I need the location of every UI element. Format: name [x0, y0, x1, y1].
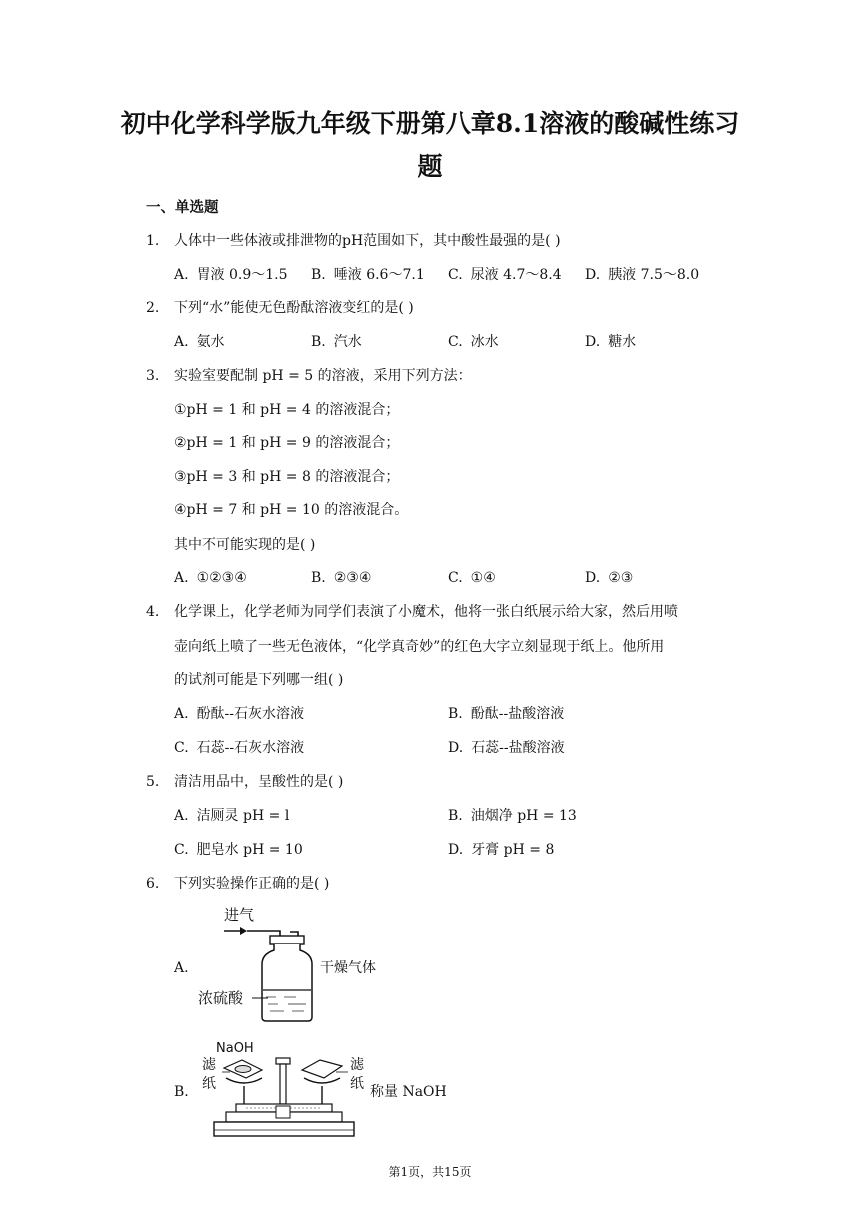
question-1-number: 1.: [146, 233, 160, 249]
q2-option-b: [311, 332, 362, 352]
question-3-stem: 实验室要配制 pH = 5 的溶液，采用下列方法：: [174, 368, 472, 384]
option-label: B.: [311, 334, 326, 350]
question-6-stem: 下列实验操作正确的是( ): [174, 876, 330, 892]
option-text: 胰液 7.5～8.0: [608, 267, 700, 283]
option-text: 冰水: [470, 334, 499, 350]
q4-option-a: [174, 704, 304, 724]
option-label: B.: [311, 267, 326, 283]
q6-option-b-label: B.: [174, 1084, 189, 1100]
option-label: B.: [448, 706, 463, 722]
option-label: D.: [585, 334, 601, 350]
option-label: A.: [174, 808, 189, 824]
question-3-number: 3.: [146, 368, 160, 384]
question-2-stem: 下列“水”能使无色酚酞溶液变红的是( ): [174, 300, 414, 316]
figure-paper-right-1: 滤: [350, 1057, 364, 1073]
question-5-number: 5.: [146, 774, 160, 790]
question-3-method-1: ①pH = 1 和 pH = 4 的溶液混合；: [174, 402, 400, 418]
q1-option-d: [585, 265, 699, 285]
option-text: 牙膏 pH = 8: [471, 842, 555, 858]
doc-title-line1: 初中化学科学版九年级下册第八章8.1溶液的酸碱性练习: [120, 109, 740, 138]
option-label: A.: [174, 334, 189, 350]
option-label: A.: [174, 570, 189, 586]
option-label: C.: [448, 267, 463, 283]
option-text: 尿液 4.7～8.4: [470, 267, 562, 283]
question-4-stem-line1: 化学课上，化学老师为同学们表演了小魔术，他将一张白纸展示给大家，然后用喷: [174, 604, 678, 620]
option-label: D.: [585, 570, 601, 586]
option-text: 肥皂水 pH = 10: [196, 842, 303, 858]
option-text: 汽水: [333, 334, 362, 350]
figure-naoh-label: NaOH: [216, 1041, 254, 1056]
option-text: ①④: [470, 570, 496, 586]
balance-scale-figure: [196, 1036, 368, 1144]
page-footer: 第1页，共15页: [388, 1165, 472, 1179]
question-3-method-2: ②pH = 1 和 pH = 9 的溶液混合；: [174, 435, 400, 451]
question-4-number: 4.: [146, 604, 160, 620]
q4-option-b: [448, 704, 564, 724]
option-text: 石蕊--石灰水溶液: [196, 740, 305, 756]
option-label: D.: [585, 267, 601, 283]
option-text: 氨水: [196, 334, 225, 350]
gas-washing-bottle-figure: [196, 902, 326, 1027]
option-text: 唾液 6.6～7.1: [333, 267, 425, 283]
q3-option-a: [174, 568, 247, 588]
question-3-ask: 其中不可能实现的是( ): [174, 537, 316, 553]
question-3-method-3: ③pH = 3 和 pH = 8 的溶液混合；: [174, 469, 400, 485]
option-label: C.: [174, 842, 189, 858]
q5-option-a: [174, 806, 289, 826]
figure-acid-label: 浓硫酸: [198, 989, 244, 1007]
option-label: C.: [448, 570, 463, 586]
option-label: A.: [174, 706, 189, 722]
q5-option-c: [174, 840, 303, 860]
question-2-number: 2.: [146, 300, 160, 316]
figure-paper-left-1: 滤: [202, 1057, 216, 1073]
q1-option-c: [448, 265, 562, 285]
option-label: C.: [448, 334, 463, 350]
question-4-stem-line2: 壶向纸上喷了一些无色液体，“化学真奇妙”的红色大字立刻显现于纸上。他所用: [174, 639, 665, 655]
q2-option-d: [585, 332, 636, 352]
q2-option-c: [448, 332, 499, 352]
question-1-stem: 人体中一些体液或排泄物的pH范围如下，其中酸性最强的是( ): [174, 233, 561, 249]
q3-option-d: [585, 568, 633, 588]
q3-option-c: [448, 568, 496, 588]
option-text: ②③④: [333, 570, 372, 586]
option-text: 油烟净 pH = 13: [470, 808, 577, 824]
option-text: ②③: [608, 570, 634, 586]
option-text: 酚酞--石灰水溶液: [196, 706, 305, 722]
question-4-stem-line3: 的试剂可能是下列哪一组( ): [174, 672, 344, 688]
q1-option-a: [174, 265, 288, 285]
option-label: D.: [448, 740, 464, 756]
option-text: 石蕊--盐酸溶液: [471, 740, 565, 756]
option-text: 糖水: [608, 334, 637, 350]
figure-paper-left-2: 纸: [202, 1076, 216, 1092]
q5-option-d: [448, 840, 554, 860]
figure-inlet-label: 进气: [224, 906, 255, 924]
section-heading: 一、单选题: [146, 199, 219, 216]
q6-option-a-label: A.: [174, 960, 189, 976]
q4-option-c: [174, 738, 304, 758]
option-label: C.: [174, 740, 189, 756]
q1-option-b: [311, 265, 425, 285]
q3-option-b: [311, 568, 371, 588]
option-text: 洁厕灵 pH = l: [196, 808, 290, 824]
option-label: B.: [311, 570, 326, 586]
doc-title-line2: 题: [417, 152, 443, 181]
option-text: 酚酞--盐酸溶液: [470, 706, 565, 722]
option-label: D.: [448, 842, 464, 858]
q2-option-a: [174, 332, 225, 352]
q6-option-b-text: 称量 NaOH: [370, 1084, 447, 1100]
option-label: B.: [448, 808, 463, 824]
q6-option-a-text: 干燥气体: [320, 960, 376, 976]
option-text: ①②③④: [196, 570, 247, 586]
q4-option-d: [448, 738, 565, 758]
question-6-number: 6.: [146, 876, 160, 892]
option-text: 胃液 0.9～1.5: [196, 267, 288, 283]
question-3-method-4: ④pH = 7 和 pH = 10 的溶液混合。: [174, 502, 409, 518]
question-5-stem: 清洁用品中，呈酸性的是( ): [174, 774, 344, 790]
figure-paper-right-2: 纸: [350, 1076, 364, 1092]
q5-option-b: [448, 806, 577, 826]
option-label: A.: [174, 267, 189, 283]
